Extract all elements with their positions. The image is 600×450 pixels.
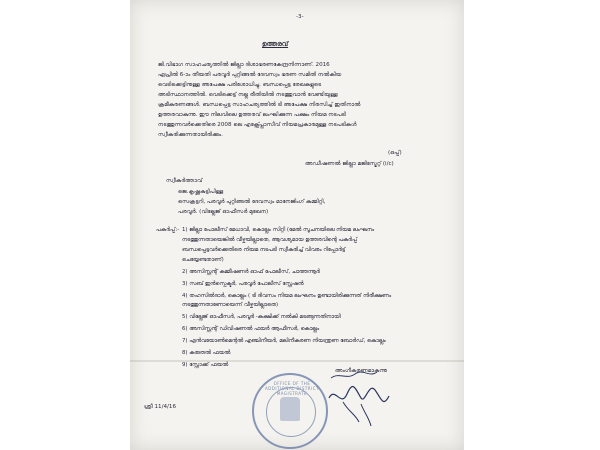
footer-date: ശ്രീ 11/4/16: [144, 404, 177, 410]
addressee-line: സെക്രട്ടറി, പരവൂർ പുറ്റിങ്ങൽ ദേവസ്വം മാനേജിംഗ് കമ്മിറ്റി,: [178, 199, 326, 205]
page-number: -3-: [296, 14, 304, 20]
to-label: സ്വീകർത്താവ്: [166, 178, 203, 184]
copy-item: നടത്തുന്നതായെങ്കിൽ വീഴ്ചയില്ലാതെ, ആവശ്യമായ ഉത്തരവിന്റെ പകർപ്പ്: [182, 237, 358, 243]
intro-line: സ്വീകരിക്കുന്നതായിരിക്കും.: [158, 132, 223, 138]
copy-header: പകർപ്പ്:-: [156, 227, 180, 233]
copy-item: 6) അസിസ്റ്റന്റ് ഡിവിഷണൽ ഫയർ ആഫീസർ, കൊല്ലം: [182, 326, 320, 332]
intro-line: നടത്തുന്നവർക്കെതിരെ 2008 ലെ എക്സ്പ്ലോസീവ് നിയമപ്രകാരമുള്ള നടപടികൾ: [158, 122, 357, 128]
sd-mark: (ഒപ്പ്): [388, 150, 402, 156]
order-heading: ഉത്തരവ്: [262, 40, 289, 48]
copy-item: 8) കരുതൽ ഫയൽ: [182, 350, 231, 356]
copy-item: ബന്ധപ്പെട്ടവർക്കെതിരെ നിയമ നടപടി സ്വീകരിച്ച് വിവരം റിപ്പോർട്ട്: [182, 247, 346, 253]
official-seal: [252, 373, 328, 449]
intro-line: വെടിക്കെട്ടിനുള്ള അപേക്ഷ പരിശോധിച്ചു. ബന്ധപ്പെട്ട രേഖകളുടെ: [158, 82, 322, 88]
intro-line: അടിസ്ഥാനത്തിൽ. വെടിക്കെട്ട് നല്ല രീതിയിൽ നടത്തുവാൻ വേണ്ടിയുള്ള: [158, 92, 338, 98]
copy-item: ചെയ്യേണ്ടതാണ്): [182, 257, 224, 263]
handwritten-signature: [325, 368, 395, 428]
addressee-line: പരവൂർ. (വില്ലേജ് ഓഫീസർ മുഖേന): [178, 209, 269, 215]
copy-item: നടത്തുന്നതാണോയെന്ന് വീഴ്ചയില്ലാതെ): [182, 302, 279, 308]
addressee-line: ജെ.കൃഷ്ണകുട്ടിപിള്ള: [178, 189, 224, 195]
signatory-designation: അഡീഷണൽ ജില്ലാ മജിസ്ട്രേറ്റ് (i/c): [305, 161, 394, 167]
copy-item: 3) സബ് ഇൻസ്പെക്ടർ, പരവൂർ പോലീസ് സ്റ്റേഷൻ: [182, 281, 304, 287]
copy-item: 4) തഹസിൽദാർ, കൊല്ലം ( ടി ദിവസം നിയമ ലംഘനം ഉണ്ടായിരിക്കുന്നത് നിരീക്ഷണം: [182, 293, 392, 299]
attested-text: അംഗീകരണമാകുന്നു: [335, 368, 388, 374]
copy-item: 5) വില്ലേജ് ഓഫീസർ, പരവൂർ -കക്ഷിക്ക് നൽകി മടങ്ങുന്നതിനായി: [182, 314, 341, 320]
paper-fold: [130, 360, 464, 362]
copy-item: 1) ജില്ലാ പോലീസ് മേധാവി, കൊല്ലം സിറ്റി (മേൽ സൂചനയിലെ നിയമ ലംഘനം: [182, 227, 375, 233]
copy-item: 2) അസിസ്റ്റന്റ് കമ്മീഷണർ ഓഫ് പോലീസ്, ചാത്തന്നൂർ: [182, 269, 320, 275]
seal-text: OFFICE OF THE ADDITIONAL DISTRICT MAGISTRATE: [264, 381, 319, 396]
copy-item: 9) സ്റ്റോക്ക് ഫയൽ: [182, 362, 229, 368]
copy-item: 7) എൻവയോൺമെന്റൽ എഞ്ചിനീയർ, മലിനീകരണ നിയന്ത്രണ ബോർഡ്, കൊല്ലം: [182, 338, 386, 344]
intro-line: ഏപ്രിൽ 6-ാം തീയതി പരവൂർ പുറ്റിങ്ങൽ ദേവസ്വം ഭരണ സമിതി നൽകിയ: [158, 72, 342, 78]
intro-line: ക്രമീകരണങ്ങൾ. ബന്ധപ്പെട്ട സാഹചര്യത്തിൽ ടി അപേക്ഷ നിരസിച്ച് ഇതിനാൽ: [158, 102, 361, 108]
left-margin: [0, 0, 130, 450]
intro-line: ജി.വിഭാഗ സാഹചര്യത്തിൽ ജില്ലാ ദിശാഭരണകേന്ദ്രനിന്നാണ്. 2016: [158, 62, 330, 68]
intro-line: ഉത്തരവാകുന്നു. ഈ നിലവിലെ ഉത്തരവ് ലംഘിക്കുന്ന പക്ഷം നിയമ നടപടി: [158, 112, 346, 118]
right-margin: [465, 0, 600, 450]
emblem-icon: [280, 397, 300, 421]
